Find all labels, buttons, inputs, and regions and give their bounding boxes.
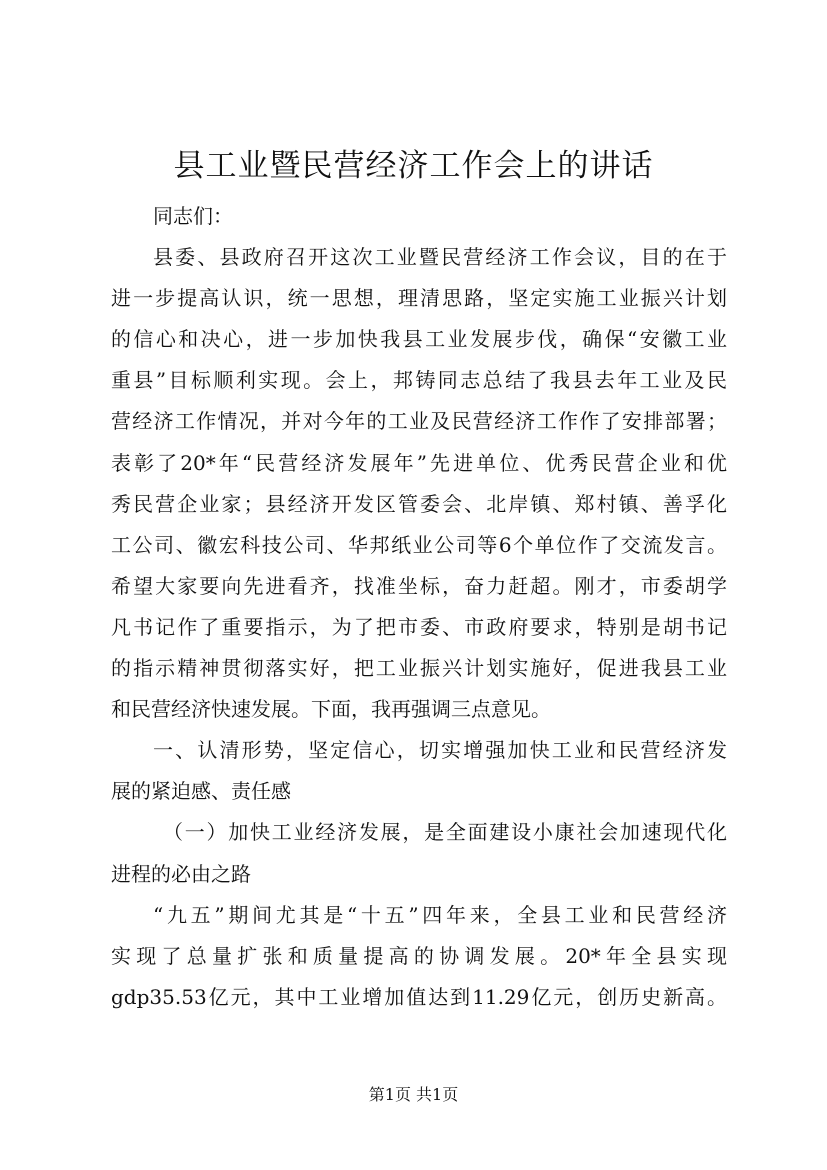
paragraph-line: 重县”目标顺利实现。会上，邦铸同志总结了我县去年工业及民 bbox=[111, 368, 727, 393]
paragraph-line: 工公司、徽宏科技公司、华邦纸业公司等6个单位作了交流发言。 bbox=[111, 532, 727, 557]
document-title: 县工业暨民营经济工作会上的讲话 bbox=[173, 148, 654, 184]
paragraph-line: 县委、县政府召开这次工业暨民营经济工作会议，目的在于 bbox=[153, 245, 727, 270]
section-heading-line: 一、认清形势，坚定信心，切实增强加快工业和民营经济发 bbox=[153, 738, 727, 763]
salutation-line: 同志们： bbox=[153, 204, 233, 228]
subsection-heading-line: （一）加快工业经济发展，是全面建设小康社会加速现代化 bbox=[163, 820, 727, 845]
paragraph-line: 的信心和决心，进一步加快我县工业发展步伐，确保“安徽工业 bbox=[111, 327, 727, 352]
page-number-footer: 第1页 共1页 bbox=[368, 1085, 459, 1104]
paragraph-line: 营经济工作情况，并对今年的工业及民营经济工作作了安排部署； bbox=[111, 409, 727, 434]
paragraph-line: 凡书记作了重要指示，为了把市委、市政府要求，特别是胡书记 bbox=[111, 614, 727, 639]
paragraph-line: “九五”期间尤其是“十五”四年来，全县工业和民营经济 bbox=[153, 902, 727, 927]
paragraph-line: 表彰了20*年“民营经济发展年”先进单位、优秀民营企业和优 bbox=[111, 450, 727, 475]
paragraph-line: gdp35.53亿元，其中工业增加值达到11.29亿元，创历史新高。 bbox=[111, 984, 727, 1009]
section-heading-line: 展的紧迫感、责任感 bbox=[111, 779, 291, 804]
paragraph-line: 和民营经济快速发展。下面，我再强调三点意见。 bbox=[111, 697, 551, 722]
paragraph-line: 秀民营企业家；县经济开发区管委会、北岸镇、郑村镇、善孚化 bbox=[111, 491, 727, 516]
subsection-heading-line: 进程的必由之路 bbox=[111, 861, 251, 886]
paragraph-line: 希望大家要向先进看齐，找准坐标，奋力赶超。刚才，市委胡学 bbox=[111, 573, 727, 598]
paragraph-line: 实现了总量扩张和质量提高的协调发展。20*年全县实现 bbox=[111, 943, 727, 968]
paragraph-line: 进一步提高认识，统一思想，理清思路，坚定实施工业振兴计划 bbox=[111, 286, 727, 311]
paragraph-line: 的指示精神贯彻落实好，把工业振兴计划实施好，促进我县工业 bbox=[111, 656, 727, 681]
document-body bbox=[111, 196, 727, 1018]
